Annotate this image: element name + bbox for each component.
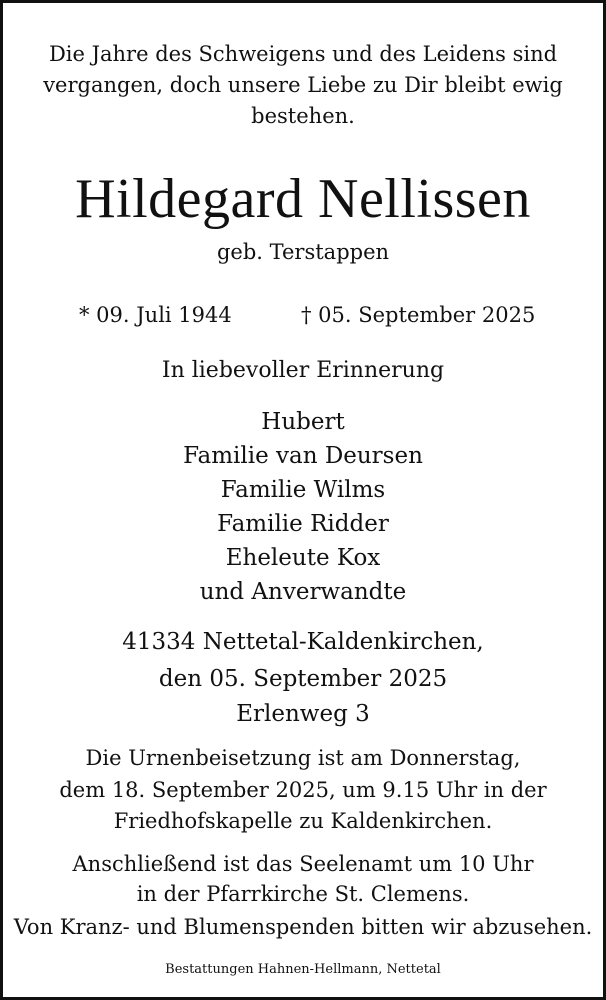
remembrance-heading: In liebevoller Erinnerung <box>161 358 445 383</box>
motto-line-1: Die Jahre des Schweigens und des Leidens sind <box>48 42 558 66</box>
death-date: † 05. September 2025 <box>301 303 536 327</box>
birth-date: * 09. Juli 1944 <box>79 303 232 327</box>
mourner-3: Familie Wilms <box>220 477 386 503</box>
mourner-1: Hubert <box>261 409 345 435</box>
address-line-2: den 05. September 2025 <box>158 666 448 692</box>
address-line-1: 41334 Nettetal-Kaldenkirchen, <box>122 629 484 655</box>
mourner-5: Eheleute Kox <box>225 545 381 571</box>
mourner-6: und Anverwandte <box>199 579 407 605</box>
motto-line-2: vergangen, doch unsere Liebe zu Dir bleibt ewig <box>43 73 563 97</box>
flowers-note: Von Kranz- und Blumenspenden bitten wir abzusehen. <box>13 915 593 939</box>
address-line-3: Erlenweg 3 <box>236 701 370 727</box>
undertaker-credit: Bestattungen Hahnen-Hellmann, Nettetal <box>165 962 441 977</box>
mourner-4: Familie Ridder <box>217 511 389 537</box>
mourner-2: Familie van Deursen <box>183 443 423 469</box>
life-dates <box>3 299 603 331</box>
requiem-line-2: in der Pfarrkirche St. Clemens. <box>136 882 470 906</box>
maiden-name: geb. Terstappen <box>216 240 390 264</box>
funeral-line-1: Die Urnenbeisetzung ist am Donnerstag, <box>85 746 521 770</box>
motto-line-3: bestehen. <box>251 104 355 128</box>
funeral-line-3: Friedhofskapelle zu Kaldenkirchen. <box>113 809 493 833</box>
deceased-name: Hildegard Nellissen <box>75 168 531 230</box>
funeral-line-2: dem 18. September 2025, um 9.15 Uhr in der <box>59 778 547 802</box>
requiem-line-1: Anschließend ist das Seelenamt um 10 Uhr <box>72 852 534 876</box>
